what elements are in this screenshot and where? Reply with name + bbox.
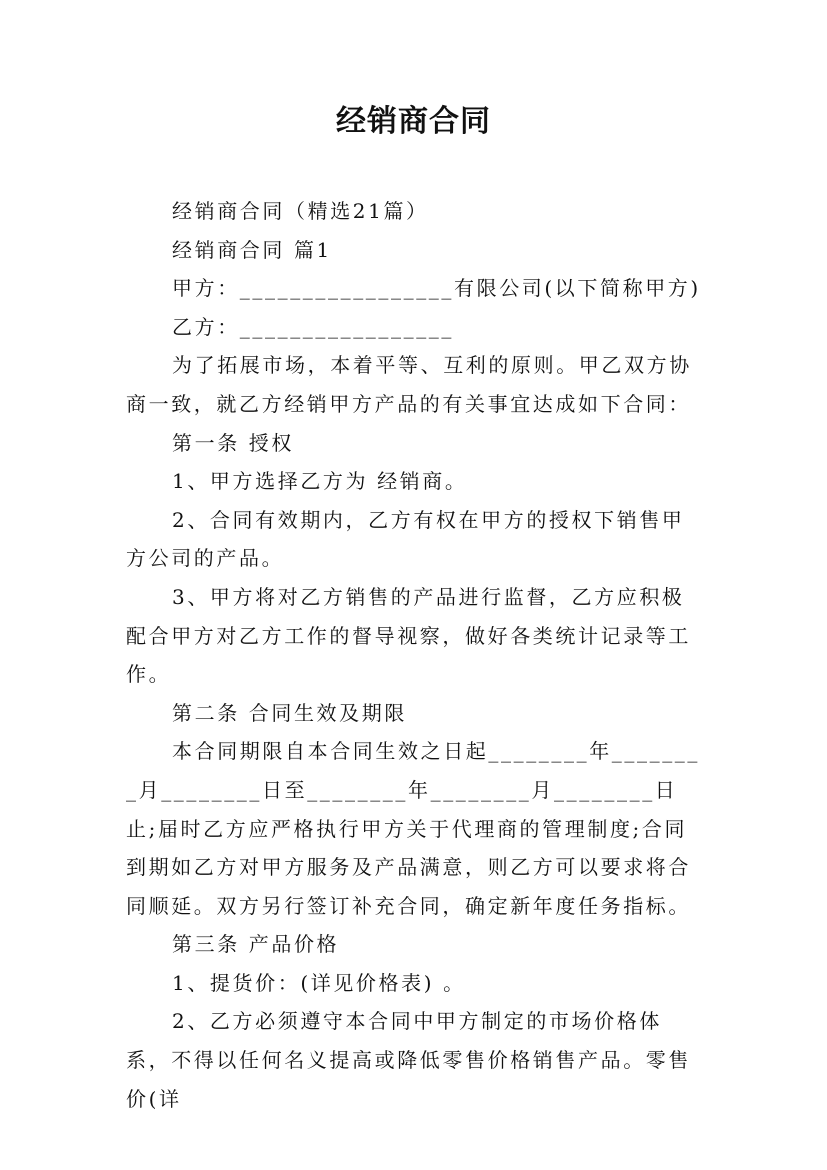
paragraph-party-b: 乙方：_________________ — [172, 314, 454, 339]
paragraph-article-2-heading: 第二条 合同生效及期限 — [172, 700, 407, 725]
paragraph-article-1-item-1: 1、甲方选择乙方为 经销商。 — [172, 469, 468, 494]
paragraph-subtitle: 经销商合同（精选21篇） — [172, 199, 429, 223]
paragraph-article-3-item-2: 2、乙方必须遵守本合同中甲方制定的市场价格体系，不得以任何名义提高或降低零售价格销售产品。零售价(详 — [126, 1009, 691, 1111]
paragraph-article-1-heading: 第一条 授权 — [172, 430, 294, 455]
paragraph-article-2-term: 本合同期限自本合同生效之日起________年________月________日至________年________月________日止;届时乙方应严格执行甲方关于代理商的管理制度;合同到期如乙方对甲方服务及产品满意，则乙方可以要求将合同顺延。双方另行签订补充合同，确定新年度任务指标。 — [126, 739, 700, 918]
paragraph-party-a: 甲方：_________________有限公司(以下简称甲方) — [172, 276, 701, 301]
paragraph-preamble: 为了拓展市场，本着平等、互利的原则。甲乙双方协商一致，就乙方经销甲方产品的有关事宜达成如下合同： — [126, 353, 692, 416]
document-title: 经销商合同 — [336, 104, 491, 139]
paragraph-heading-part1: 经销商合同 篇1 — [172, 237, 332, 262]
document-body — [126, 192, 706, 1118]
paragraph-article-1-item-3: 3、甲方将对乙方销售的产品进行监督，乙方应积极配合甲方对乙方工作的督导视察，做好各类统计记录等工作。 — [126, 584, 691, 687]
paragraph-article-3-item-1: 1、提货价：(详见价格表) 。 — [172, 970, 466, 995]
paragraph-article-1-item-2: 2、合同有效期内，乙方有权在甲方的授权下销售甲方公司的产品。 — [126, 507, 685, 571]
paragraph-article-3-heading: 第三条 产品价格 — [172, 932, 340, 957]
